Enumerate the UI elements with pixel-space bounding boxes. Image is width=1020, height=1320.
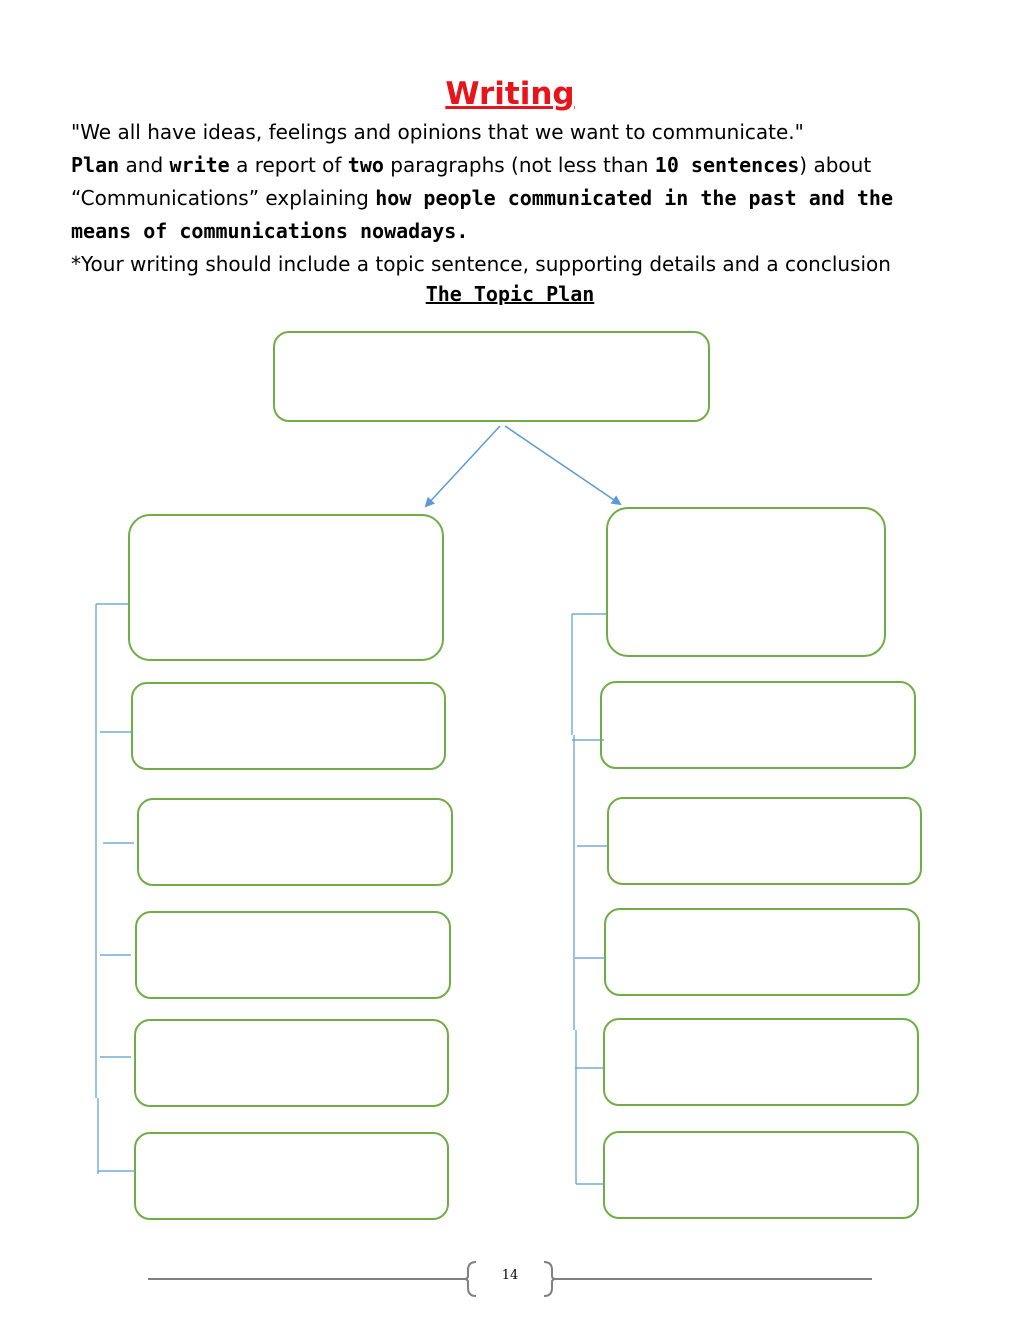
topic-plan-heading: The Topic Plan [425,282,595,306]
instruction-line-3 [71,215,971,248]
instruction-line-2 [71,182,971,215]
text-communications: “Communications” explaining [71,186,376,210]
page-number: 14 [501,1268,519,1283]
left-bracket [96,604,134,1174]
left-detail-box-3[interactable] [135,911,451,999]
bold-two: two [347,153,384,177]
topic-box[interactable] [273,331,710,422]
text-paragraphs: paragraphs (not less than [383,153,655,177]
left-detail-box-5[interactable] [134,1132,449,1220]
arrow-right [505,426,620,504]
quote-text: "We all have ideas, feelings and opinions that we want to communicate." [71,120,804,144]
right-detail-box-4[interactable] [603,1018,919,1106]
right-heading-box[interactable] [606,507,886,657]
text-and: and [119,153,170,177]
bold-write: write [169,153,230,177]
note-text: *Your writing should include a topic sentence, supporting details and a conclusion [71,252,891,276]
bold-ten-sentences: 10 sentences [654,153,800,177]
bold-how-people: how people communicated in the past and the [375,186,894,210]
bold-plan: Plan [71,153,120,177]
right-detail-box-2[interactable] [607,797,922,885]
left-detail-box-2[interactable] [137,798,453,886]
bold-means-nowadays: means of communications nowadays. [71,219,469,243]
right-detail-box-1[interactable] [600,681,916,769]
text-report: a report of [229,153,348,177]
left-heading-box[interactable] [128,514,444,661]
left-detail-box-1[interactable] [131,682,446,770]
text-about: ) about [799,153,872,177]
instruction-line-1 [71,149,971,182]
right-detail-box-3[interactable] [604,908,920,996]
left-detail-box-4[interactable] [134,1019,449,1107]
arrow-left [426,426,500,506]
page-title: Writing [445,76,575,112]
right-detail-box-5[interactable] [603,1131,919,1219]
